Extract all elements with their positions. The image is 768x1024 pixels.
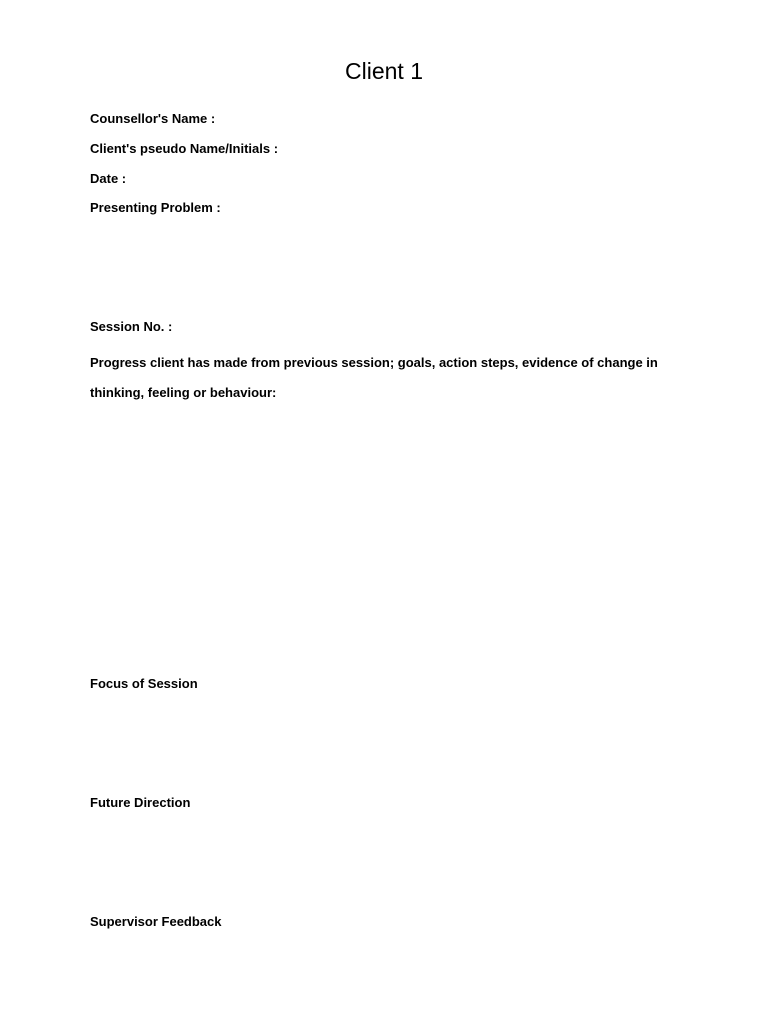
progress-label: Progress client has made from previous session; goals, action steps, evidence of change in thinking, feeling or behaviour: <box>90 355 658 400</box>
focus-of-session-label: Focus of Session <box>90 676 198 691</box>
session-no-label: Session No. : <box>90 319 173 334</box>
counsellor-name-label: Counsellor's Name : <box>90 111 216 126</box>
future-direction-label: Future Direction <box>90 795 191 810</box>
supervisor-feedback-label: Supervisor Feedback <box>90 914 222 929</box>
date-label: Date : <box>90 171 127 186</box>
page-title: Client 1 <box>345 58 423 84</box>
presenting-problem-label: Presenting Problem : <box>90 200 221 215</box>
client-pseudo-name-label: Client's pseudo Name/Initials : <box>90 141 279 156</box>
